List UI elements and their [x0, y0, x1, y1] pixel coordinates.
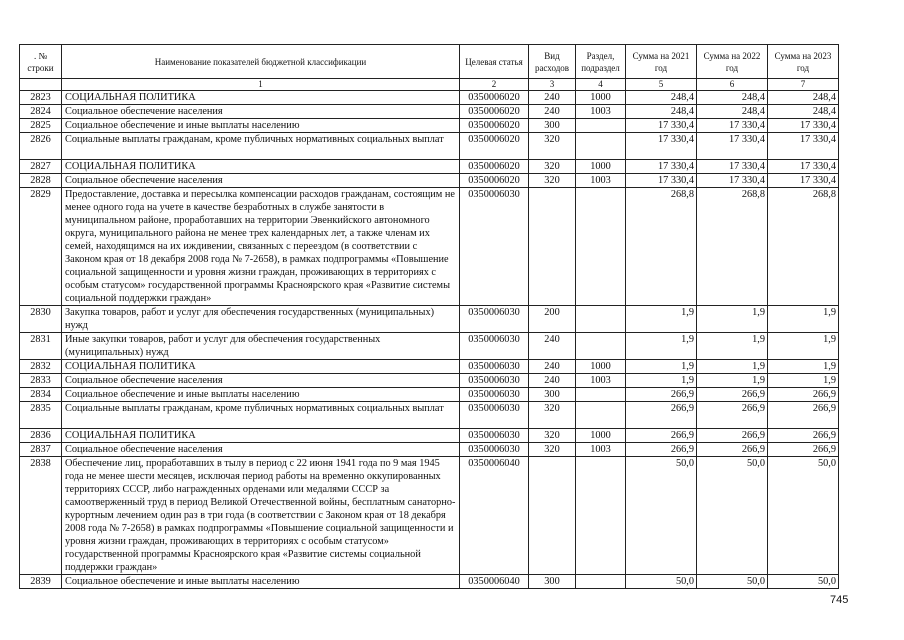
row-section: 1000: [576, 429, 626, 443]
row-expense-type: 300: [529, 388, 576, 402]
table-row: [20, 333, 839, 360]
column-number-row: [20, 79, 839, 91]
row-sum-2022: 17 330,4: [697, 174, 768, 188]
row-sum-2022: 266,9: [697, 443, 768, 457]
table-row: [20, 119, 839, 133]
row-sum-2022: 17 330,4: [697, 160, 768, 174]
row-sum-2022: 1,9: [697, 360, 768, 374]
row-sum-2023: 50,0: [768, 575, 839, 589]
row-target-code: 0350006020: [460, 119, 529, 133]
table-row: [20, 388, 839, 402]
row-target-code: 0350006020: [460, 160, 529, 174]
row-number: 2837: [20, 443, 62, 457]
row-number: 2838: [20, 457, 62, 575]
row-expense-type: 240: [529, 105, 576, 119]
row-target-code: 0350006030: [460, 306, 529, 333]
row-name: Социальные выплаты гражданам, кроме публичных нормативных социальных выплат: [62, 133, 460, 160]
row-section: [576, 188, 626, 306]
row-sum-2021: 266,9: [626, 443, 697, 457]
row-sum-2023: 266,9: [768, 388, 839, 402]
column-number: 6: [697, 79, 768, 91]
row-sum-2022: 266,9: [697, 388, 768, 402]
row-sum-2023: 268,8: [768, 188, 839, 306]
row-sum-2021: 248,4: [626, 91, 697, 105]
row-sum-2023: 17 330,4: [768, 133, 839, 160]
row-sum-2023: 17 330,4: [768, 160, 839, 174]
row-expense-type: [529, 188, 576, 306]
row-number: 2832: [20, 360, 62, 374]
row-sum-2023: 1,9: [768, 360, 839, 374]
column-number: 3: [529, 79, 576, 91]
column-number: 4: [576, 79, 626, 91]
row-target-code: 0350006030: [460, 333, 529, 360]
row-name: СОЦИАЛЬНАЯ ПОЛИТИКА: [62, 91, 460, 105]
row-name: Социальное обеспечение и иные выплаты населению: [62, 575, 460, 589]
header-row-no: . № строки: [20, 45, 62, 79]
row-name: Закупка товаров, работ и услуг для обеспечения государственных (муниципальных) нужд: [62, 306, 460, 333]
row-number: 2829: [20, 188, 62, 306]
table-row: [20, 457, 839, 575]
table-row: [20, 374, 839, 388]
row-section: [576, 388, 626, 402]
page-number: 745: [830, 594, 849, 606]
row-sum-2022: 248,4: [697, 91, 768, 105]
row-sum-2023: 1,9: [768, 333, 839, 360]
row-name: Социальное обеспечение населения: [62, 105, 460, 119]
row-sum-2022: 17 330,4: [697, 119, 768, 133]
header-sum-2023: Сумма на 2023 год: [768, 45, 839, 79]
row-target-code: 0350006020: [460, 174, 529, 188]
row-sum-2022: 1,9: [697, 333, 768, 360]
row-number: 2830: [20, 306, 62, 333]
row-sum-2022: 266,9: [697, 429, 768, 443]
table-row: [20, 188, 839, 306]
row-sum-2021: 1,9: [626, 306, 697, 333]
row-sum-2022: 17 330,4: [697, 133, 768, 160]
budget-table: [19, 44, 839, 589]
row-sum-2021: 17 330,4: [626, 119, 697, 133]
row-sum-2021: 17 330,4: [626, 160, 697, 174]
row-sum-2021: 1,9: [626, 333, 697, 360]
row-name: Социальные выплаты гражданам, кроме публичных нормативных социальных выплат: [62, 402, 460, 429]
row-sum-2021: 17 330,4: [626, 133, 697, 160]
row-section: [576, 575, 626, 589]
row-target-code: 0350006030: [460, 360, 529, 374]
table-row: [20, 402, 839, 429]
row-expense-type: 320: [529, 443, 576, 457]
row-section: 1003: [576, 105, 626, 119]
column-number: [20, 79, 62, 91]
header-sum-2022: Сумма на 2022 год: [697, 45, 768, 79]
row-expense-type: 240: [529, 360, 576, 374]
row-target-code: 0350006030: [460, 374, 529, 388]
row-sum-2021: 248,4: [626, 105, 697, 119]
row-number: 2825: [20, 119, 62, 133]
table-row: [20, 306, 839, 333]
table-row: [20, 575, 839, 589]
row-number: 2839: [20, 575, 62, 589]
table-row: [20, 105, 839, 119]
row-number: 2826: [20, 133, 62, 160]
row-number: 2827: [20, 160, 62, 174]
row-name: Социальное обеспечение населения: [62, 174, 460, 188]
row-sum-2023: 266,9: [768, 429, 839, 443]
row-expense-type: 320: [529, 160, 576, 174]
row-section: 1003: [576, 374, 626, 388]
row-name: Обеспечение лиц, проработавших в тылу в период с 22 июня 1941 года по 9 мая 1945 года не менее шести месяцев, исключая период работы на временно оккупированных территориях СССР, либо награжденных орденами или медалями СССР за самоотверженный труд в период Великой Отечественной войны, бесплатным санаторно-курортным лечением один раз в три года (в соответствии с Законом края от 18 декабря 2008 года № 7-2658) в рамках подпрограммы «Повышение социальной защищенности и уровня жизни граждан, проживающих в территориях с особым статусом» государственной программы Красноярского края «Развитие системы социальной поддержки граждан»: [62, 457, 460, 575]
row-target-code: 0350006030: [460, 443, 529, 457]
row-target-code: 0350006030: [460, 429, 529, 443]
row-section: 1003: [576, 174, 626, 188]
row-target-code: 0350006020: [460, 91, 529, 105]
row-number: 2834: [20, 388, 62, 402]
row-expense-type: 300: [529, 119, 576, 133]
row-sum-2021: 17 330,4: [626, 174, 697, 188]
table-row: [20, 91, 839, 105]
row-number: 2824: [20, 105, 62, 119]
table-header-row: [20, 45, 839, 79]
row-sum-2021: 50,0: [626, 575, 697, 589]
row-expense-type: 320: [529, 174, 576, 188]
row-expense-type: 320: [529, 133, 576, 160]
row-name: Предоставление, доставка и пересылка компенсации расходов гражданам, состоящим не менее одного года на учете в качестве безработных в службе занятости в муниципальном районе, проработавших на территории Эвенкийского автономного округа, муниципального района не менее трех календарных лет, а также членам их семей, находящимся на их иждивении, связанных с переездом (в соответствии с Законом края от 18 декабря 2008 года № 7-2658), в рамках подпрограммы «Повышение социальной защищенности и уровня жизни граждан, проживающих в территориях с особым статусом» государственной программы Красноярского края «Развитие системы социальной поддержки граждан»: [62, 188, 460, 306]
row-name: Социальное обеспечение населения: [62, 443, 460, 457]
row-sum-2022: 50,0: [697, 457, 768, 575]
row-name: Социальное обеспечение населения: [62, 374, 460, 388]
row-sum-2023: 17 330,4: [768, 119, 839, 133]
row-section: 1000: [576, 160, 626, 174]
row-sum-2021: 1,9: [626, 374, 697, 388]
row-expense-type: 200: [529, 306, 576, 333]
row-target-code: 0350006030: [460, 402, 529, 429]
row-sum-2021: 1,9: [626, 360, 697, 374]
row-sum-2021: 268,8: [626, 188, 697, 306]
row-section: [576, 333, 626, 360]
row-target-code: 0350006030: [460, 388, 529, 402]
row-expense-type: 240: [529, 91, 576, 105]
column-number: 2: [460, 79, 529, 91]
row-sum-2022: 268,8: [697, 188, 768, 306]
row-section: [576, 306, 626, 333]
row-sum-2022: 248,4: [697, 105, 768, 119]
table-row: [20, 174, 839, 188]
row-number: 2833: [20, 374, 62, 388]
row-sum-2023: 17 330,4: [768, 174, 839, 188]
row-name: СОЦИАЛЬНАЯ ПОЛИТИКА: [62, 429, 460, 443]
row-target-code: 0350006020: [460, 105, 529, 119]
row-sum-2021: 266,9: [626, 429, 697, 443]
table-row: [20, 160, 839, 174]
row-sum-2021: 266,9: [626, 402, 697, 429]
row-expense-type: 320: [529, 402, 576, 429]
row-number: 2831: [20, 333, 62, 360]
row-name: СОЦИАЛЬНАЯ ПОЛИТИКА: [62, 360, 460, 374]
row-expense-type: 240: [529, 374, 576, 388]
row-number: 2823: [20, 91, 62, 105]
table-row: [20, 443, 839, 457]
table-row: [20, 133, 839, 160]
row-section: 1000: [576, 360, 626, 374]
table-row: [20, 360, 839, 374]
table-row: [20, 429, 839, 443]
header-sum-2021: Сумма на 2021 год: [626, 45, 697, 79]
row-expense-type: 320: [529, 429, 576, 443]
header-section: Раздел, подраздел: [576, 45, 626, 79]
row-expense-type: 300: [529, 575, 576, 589]
row-name: Иные закупки товаров, работ и услуг для обеспечения государственных (муниципальных) нужд: [62, 333, 460, 360]
row-sum-2023: 1,9: [768, 374, 839, 388]
row-number: 2835: [20, 402, 62, 429]
row-target-code: 0350006040: [460, 457, 529, 575]
row-sum-2023: 50,0: [768, 457, 839, 575]
row-section: [576, 133, 626, 160]
row-target-code: 0350006040: [460, 575, 529, 589]
row-sum-2023: 248,4: [768, 91, 839, 105]
row-sum-2022: 50,0: [697, 575, 768, 589]
row-sum-2021: 50,0: [626, 457, 697, 575]
row-name: СОЦИАЛЬНАЯ ПОЛИТИКА: [62, 160, 460, 174]
row-sum-2023: 248,4: [768, 105, 839, 119]
row-name: Социальное обеспечение и иные выплаты населению: [62, 119, 460, 133]
column-number: 7: [768, 79, 839, 91]
row-sum-2022: 266,9: [697, 402, 768, 429]
row-target-code: 0350006020: [460, 133, 529, 160]
row-sum-2022: 1,9: [697, 306, 768, 333]
row-section: [576, 119, 626, 133]
row-section: 1003: [576, 443, 626, 457]
column-number: 5: [626, 79, 697, 91]
row-section: [576, 402, 626, 429]
row-sum-2021: 266,9: [626, 388, 697, 402]
row-sum-2023: 266,9: [768, 443, 839, 457]
row-expense-type: 240: [529, 333, 576, 360]
row-number: 2836: [20, 429, 62, 443]
row-section: 1000: [576, 91, 626, 105]
row-section: [576, 457, 626, 575]
row-sum-2022: 1,9: [697, 374, 768, 388]
row-sum-2023: 1,9: [768, 306, 839, 333]
column-number: 1: [62, 79, 460, 91]
row-sum-2023: 266,9: [768, 402, 839, 429]
header-target: Целевая статья: [460, 45, 529, 79]
row-expense-type: [529, 457, 576, 575]
row-number: 2828: [20, 174, 62, 188]
header-expense-type: Вид расходов: [529, 45, 576, 79]
row-target-code: 0350006030: [460, 188, 529, 306]
header-name: Наименование показателей бюджетной классификации: [62, 45, 460, 79]
row-name: Социальное обеспечение и иные выплаты населению: [62, 388, 460, 402]
